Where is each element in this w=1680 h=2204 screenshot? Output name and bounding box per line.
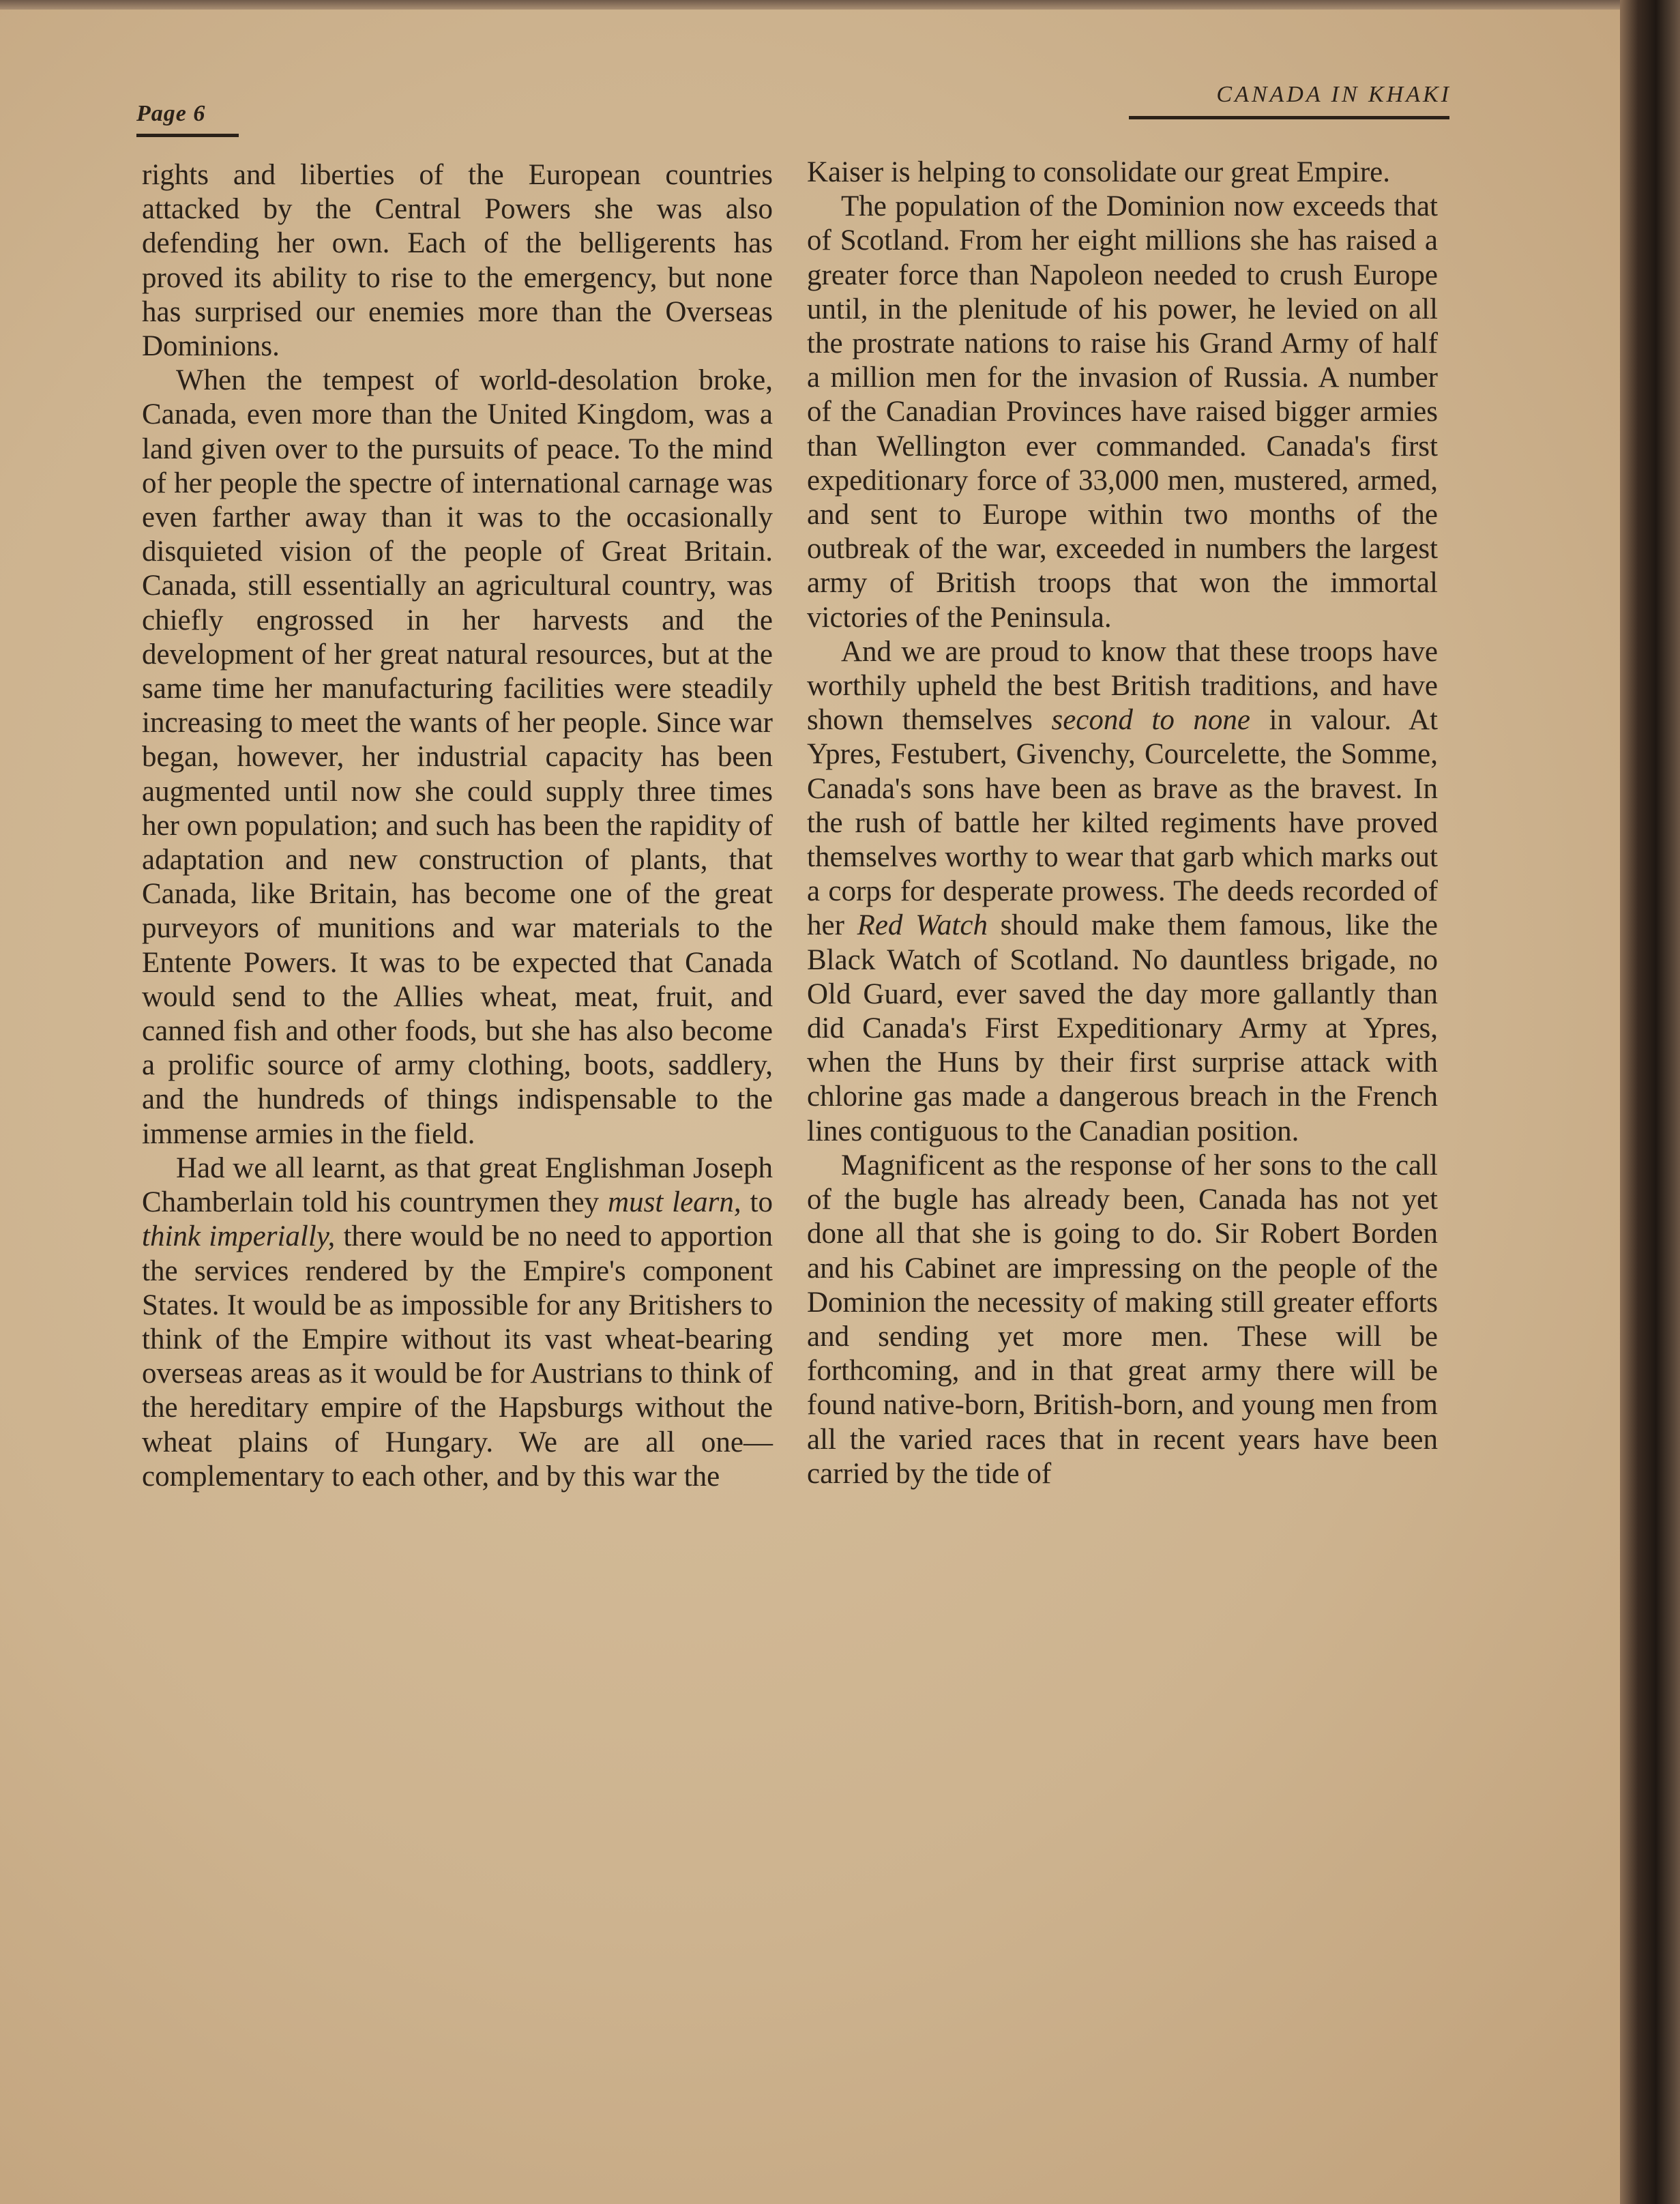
paragraph: rights and liberties of the European countries attacked by the Central Powers she was also defending her own. Each of the belligerents has proved its ability to rise to the emergency, but none has surprised our enemies more than the Overseas Dominions. (142, 159, 773, 363)
text-run: to (741, 1186, 773, 1219)
italic-text: must learn, (608, 1186, 741, 1219)
running-title: CANADA IN KHAKI (1216, 82, 1451, 107)
text-run: And we are proud to know that these troops have worthily upheld the best British traditions, and have shown themselves (807, 635, 1438, 737)
right-column (807, 156, 1438, 1491)
italic-text: think imperially, (142, 1220, 336, 1253)
text-run: there would be no need to apportion the services rendered by the Empire's component States. It would be as impossible for any Britishers to think of the Empire without its vast wheat-bearing overseas areas as it would be for Austrians to think of the hereditary empire of the Hapsburgs without the wheat plains of Hungary. We are all one—complementary to each other, and by this war the (142, 1220, 773, 1493)
text-run: should make them famous, like the Black Watch of Scotland. No dauntless brigade, no Old Guard, ever saved the day more gallantly than did Canada's First Expeditionary Army at Ypres, when the Huns by their first surprise attack with chlorine gas made a dangerous breach in the French lines contiguous to the Canadian position. (807, 909, 1438, 1147)
left-column (142, 158, 773, 1494)
page-top-edge (0, 0, 1680, 10)
paragraph: The population of the Dominion now exceeds that of Scotland. From her eight millions she has raised a greater force than Napoleon needed to crush Europe until, in the plenitude of his power, he levied on all the prostrate nations to raise his Grand Army of half a million men for the invasion of Russia. A number of the Canadian Provinces have raised bigger armies than Wellington ever commanded. Canada's first expeditionary force of 33,000 men, mustered, armed, and sent to Europe within two months of the outbreak of the war, exceeded in numbers the largest army of British troops that won the immortal victories of the Peninsula. (807, 190, 1438, 634)
paragraph: When the tempest of world-desolation broke, Canada, even more than the United Kingdom, was a land given over to the pursuits of peace. To the mind of her people the spectre of international carnage was even farther away than it was to the occasionally disquieted vision of the people of Great Britain. Canada, still essentially an agricultural country, was chiefly engrossed in her harvests and the development of her great natural resources, but at the same time her manufacturing facilities were steadily increasing to meet the wants of her people. Since war began, however, her industrial capacity has been augmented until now she could supply three times her own population; and such has been the rapidity of adaptation and new construction of plants, that Canada, like Britain, has become one of the great purveyors of munitions and war materials to the Entente Powers. It was to be expected that Canada would send to the Allies wheat, meat, fruit, and canned fish and other foods, but she has also become a prolific source of army clothing, boots, saddlery, and the hundreds of things indispensable to the immense armies in the field. (142, 364, 773, 1150)
paragraph (807, 635, 1438, 1149)
page-number-rule (136, 134, 239, 137)
binding-shadow (1620, 0, 1680, 2204)
text-run: Had we all learnt, as that great Englishman Joseph Chamberlain told his countrymen they (142, 1151, 773, 1219)
paragraph: Kaiser is helping to consolidate our great Empire. (807, 156, 1390, 188)
text-run: in valour. At Ypres, Festubert, Givenchy, Courcelette, the Somme, Canada's sons have been as brave as the bravest. In the rush of battle her kilted regiments have proved themselves worthy to wear that garb which marks out a corps for desperate prowess. The deeds recorded of her (807, 704, 1439, 942)
paragraph (142, 1151, 773, 1494)
italic-text: second to none (1051, 704, 1251, 737)
page-number: Page 6 (136, 101, 206, 126)
paragraph: Magnificent as the response of her sons to the call of the bugle has already been, Canada has not yet done all that she is going to do. Sir Robert Borden and his Cabinet are impressing on the people of the Dominion the necessity of making still greater efforts and sending yet more men. These will be forthcoming, and in that great army there will be found native-born, British-born, and young men from all the varied races that in recent years have been carried by the tide of (807, 1149, 1438, 1490)
italic-text: Red Watch (857, 909, 988, 942)
running-title-rule (1129, 116, 1449, 119)
